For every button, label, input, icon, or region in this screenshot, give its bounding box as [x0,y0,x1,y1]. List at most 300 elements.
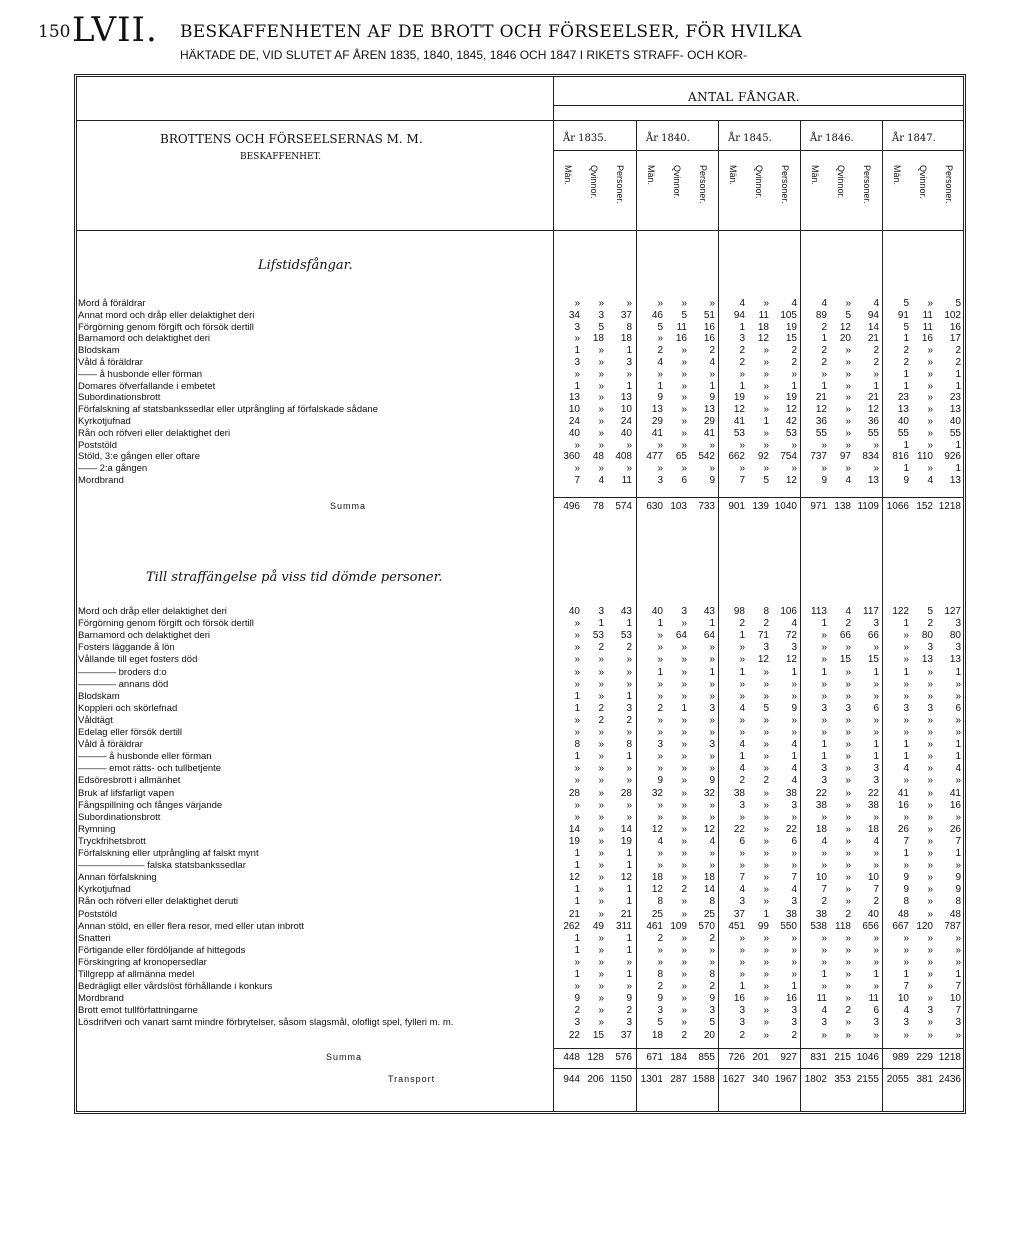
cell-value: 12 [651,884,663,896]
cell-value: » [574,642,580,654]
cell-value: 1 [955,848,961,859]
cell-value: » [598,1017,604,1029]
cell-value: 542 [698,451,715,463]
cell-value: 1 [626,944,632,956]
cell-value: 9 [955,872,961,884]
cell-value: 11 [816,993,827,1005]
cell-value: 13 [703,404,715,416]
cell-value: » [791,678,797,690]
cell-value: » [739,848,745,859]
cell-value: 1 [821,666,827,678]
cell-value: 8 [626,321,632,333]
cell-value: 1 [626,751,632,763]
sub-header: Qvinnor. [918,165,928,199]
cell-value: » [821,690,827,702]
cell-value: » [791,848,797,859]
cell-value: 16 [675,333,687,345]
cell-value: » [681,763,687,775]
cell-value: » [657,944,663,956]
cell-value: 64 [675,630,687,642]
cell-value: 34 [568,309,580,321]
cell-value: 3 [739,333,745,345]
cell-value: » [657,368,663,380]
row-label: Domares öfverfallande i embetet [78,380,216,392]
cell-value: 22 [785,823,797,835]
row-label: ——————— falska statsbankssedlar [78,860,246,872]
cell-value: » [598,823,604,835]
cell-value: 2 [598,642,604,654]
cell-value: » [763,427,769,439]
cell-value: » [873,439,879,451]
cell-value: 3 [763,642,769,654]
cell-value: 477 [646,451,663,463]
summa-value: 733 [698,500,715,512]
cell-value: » [927,956,933,968]
cell-value: 3 [821,775,827,787]
table-number: LVII. [72,10,158,50]
cell-value: » [821,811,827,823]
cell-value: » [763,345,769,357]
cell-value: 10 [568,404,580,416]
cell-value: 16 [785,993,797,1005]
cell-value: 2 [739,775,745,787]
cell-value: » [626,666,632,678]
cell-value: » [763,835,769,847]
cell-value: 80 [921,630,933,642]
cell-value: » [927,427,933,439]
summa-value: 1040 [774,500,797,512]
cell-value: » [927,751,933,763]
cell-value: 8 [709,896,715,908]
row-label: Rån och röfveri eller delaktighet deri [78,427,231,439]
cell-value: 1 [657,380,663,392]
cell-value: 2 [873,896,879,908]
cell-value: 46 [651,309,663,321]
row-label: Förfalskning af statsbankssedlar eller utprångling af förfalskade sådane [78,404,378,416]
cell-value: » [574,439,580,451]
row-label: Förskingring af kronopersedlar [78,956,207,968]
cell-value: 3 [873,763,879,775]
cell-value: 5 [845,309,851,321]
cell-value: 4 [821,1005,827,1017]
cell-value: 3 [626,357,632,368]
cell-value: 9 [709,775,715,787]
cell-value: » [598,380,604,392]
transport-value: 381 [916,1073,933,1085]
cell-value: » [763,404,769,416]
cell-value: 1 [903,618,909,630]
cell-value: » [598,751,604,763]
cell-value: » [927,993,933,1005]
cell-value: 1 [574,380,580,392]
cell-value: » [927,763,933,775]
cell-value: 4 [873,835,879,847]
cell-value: » [791,714,797,726]
cell-value: 2 [845,1005,851,1017]
cell-value: 89 [815,309,827,321]
cell-value: 11 [758,309,769,321]
cell-value: » [709,860,715,872]
row-label: —— å husbonde eller förman [78,368,203,380]
cell-value: » [821,439,827,451]
cell-value: » [903,1029,909,1041]
row-label: Våld å föräldrar [78,357,143,368]
cell-value: » [763,690,769,702]
cell-value: » [903,630,909,642]
cell-value: » [821,848,827,859]
cell-value: 25 [703,908,715,920]
cell-value: 1 [903,751,909,763]
cell-value: 7 [903,981,909,993]
cell-value: » [681,981,687,993]
cell-value: » [763,439,769,451]
sub-header: Män. [728,165,738,186]
cell-value: 13 [921,654,933,666]
cell-value: » [681,392,687,404]
row-label: Förgörning genom förgift och försök dertill [78,321,254,333]
cell-value: 4 [791,775,797,787]
row-label: Våld å föräldrar [78,739,143,751]
cell-value: 6 [873,702,879,714]
cell-value: 2 [739,618,745,630]
cell-value: 14 [620,823,632,835]
cell-value: 91 [897,309,909,321]
cell-value: 94 [867,309,879,321]
cell-value: 2 [709,932,715,944]
cell-value: 3 [791,1005,797,1017]
sub-header: Personer. [862,165,872,204]
cell-value: » [739,678,745,690]
cell-value: » [927,666,933,678]
row-label: Förtigande eller fördöljande af hittegods [78,944,246,956]
sub-header: Män. [810,165,820,186]
cell-value: 926 [944,451,961,463]
cell-value: 9 [903,872,909,884]
cell-value: » [739,714,745,726]
cell-value: » [681,714,687,726]
cell-value: 1 [626,969,632,980]
cell-value: 4 [845,606,851,617]
cell-value: 94 [733,309,745,321]
cell-value: 4 [821,298,827,309]
cell-value: 48 [949,908,961,920]
transport-value: 353 [834,1073,851,1085]
cell-value: 11 [922,309,933,321]
cell-value: » [598,848,604,859]
row-label: Vållande till eget fosters död [78,654,198,666]
cell-value: » [574,666,580,678]
cell-value: 2 [709,345,715,357]
cell-value: 105 [780,309,797,321]
cell-value: 1 [626,345,632,357]
cell-value: » [821,981,827,993]
row-label: Blodskam [78,690,120,702]
cell-value: 9 [626,993,632,1005]
cell-value: » [927,787,933,799]
cell-value: 570 [698,920,715,932]
cell-value: » [763,993,769,1005]
cell-value: 8 [657,896,663,908]
cell-value: 1 [821,333,827,345]
transport-value: 1301 [640,1073,663,1085]
cell-value: 42 [785,416,797,427]
cell-value: 1 [955,380,961,392]
cell-value: » [681,439,687,451]
cell-value: 3 [873,618,879,630]
cell-value: » [927,969,933,980]
cell-value: » [574,981,580,993]
year-header: År 1840. [646,133,690,144]
cell-value: 1 [574,944,580,956]
cell-value: » [821,860,827,872]
cell-value: 3 [574,357,580,368]
cell-value: » [845,872,851,884]
cell-value: » [763,380,769,392]
cell-value: 3 [574,321,580,333]
cell-value: » [873,727,879,738]
cell-value: » [709,439,715,451]
cell-value: 8 [657,969,663,980]
summa-value: 152 [916,500,933,512]
crime-header: BROTTENS OCH FÖRSEELSERNAS M. M. [160,132,423,146]
cell-value: » [955,944,961,956]
cell-value: 3 [739,1005,745,1017]
cell-value: 16 [921,333,933,345]
cell-value: » [709,463,715,475]
cell-value: » [598,1005,604,1017]
cell-value: 1 [873,969,879,980]
cell-value: 18 [815,823,827,835]
summa-rule [553,497,964,498]
cell-value: » [626,981,632,993]
cell-value: 18 [651,872,663,884]
cell-value: 360 [563,451,580,463]
cell-value: 2 [626,1005,632,1017]
cell-value: 2 [598,702,604,714]
cell-value: 834 [862,451,879,463]
cell-value: 7 [574,475,580,486]
cell-value: 22 [815,787,827,799]
cell-value: 1 [626,690,632,702]
row-label: Mord och dråp eller delaktighet deri [78,606,227,617]
cell-value: » [598,775,604,787]
cell-value: » [763,787,769,799]
cell-value: » [927,345,933,357]
cell-value: 37 [620,309,632,321]
cell-value: » [927,368,933,380]
cell-value: 38 [785,787,797,799]
cell-value: 10 [897,993,909,1005]
cell-value: 7 [821,884,827,896]
cell-value: » [821,714,827,726]
cell-value: » [955,956,961,968]
cell-value: » [845,404,851,416]
cell-value: » [927,872,933,884]
cell-value: » [791,811,797,823]
cell-value: 12 [733,404,745,416]
cell-value: » [681,848,687,859]
cell-value: » [681,727,687,738]
cell-value: » [873,848,879,859]
cell-value: 28 [568,787,580,799]
cell-value: 3 [955,1017,961,1029]
cell-value: 14 [568,823,580,835]
cell-value: » [763,860,769,872]
cell-value: » [598,956,604,968]
cell-value: » [574,368,580,380]
cell-value: 1 [903,848,909,859]
cell-value: 53 [620,630,632,642]
summa-rule [553,1048,964,1049]
cell-value: » [873,690,879,702]
cell-value: 55 [949,427,961,439]
cell-value: » [763,357,769,368]
cell-value: 2 [763,618,769,630]
cell-value: » [626,298,632,309]
cell-value: 55 [815,427,827,439]
cell-value: » [681,618,687,630]
cell-value: 451 [728,920,745,932]
cell-value: 4 [657,835,663,847]
cell-value: » [739,654,745,666]
cell-value: 11 [676,321,687,333]
section1-heading: Lifstidsfångar. [258,258,353,273]
transport-value: 1802 [804,1073,827,1085]
cell-value: » [574,333,580,345]
cell-value: 1 [763,908,769,920]
cell-value: » [598,872,604,884]
cell-value: 9 [574,993,580,1005]
cell-value: » [598,666,604,678]
cell-value: 18 [651,1029,663,1041]
cell-value: 20 [839,333,851,345]
cell-value: » [927,404,933,416]
cell-value: 15 [839,654,851,666]
cell-value: 38 [815,799,827,811]
row-label: Bruk af lifsfarligt vapen [78,787,175,799]
cell-value: 18 [867,823,879,835]
cell-value: 48 [897,908,909,920]
cell-value: 1 [955,368,961,380]
cell-value: 12 [703,823,715,835]
cell-value: » [598,392,604,404]
cell-value: 36 [867,416,879,427]
cell-value: 3 [709,739,715,751]
cell-value: 3 [681,606,687,617]
sub-header: Personer. [944,165,954,204]
cell-value: » [845,811,851,823]
cell-value: 1 [791,751,797,763]
cell-value: 1 [791,666,797,678]
cell-value: » [763,884,769,896]
cell-value: » [681,463,687,475]
cell-value: 737 [810,451,827,463]
cell-value: 1 [574,690,580,702]
cell-value: 19 [733,392,745,404]
cell-value: 38 [867,799,879,811]
cell-value: » [709,690,715,702]
cell-value: » [791,860,797,872]
cell-value: 1 [739,666,745,678]
cell-value: 3 [657,739,663,751]
cell-value: 3 [955,618,961,630]
cell-value: 1 [821,380,827,392]
cell-value: » [598,678,604,690]
cell-value: » [821,368,827,380]
cell-value: 6 [791,835,797,847]
cell-value: 1 [903,439,909,451]
cell-value: » [763,714,769,726]
cell-value: » [903,690,909,702]
cell-value: » [763,463,769,475]
sub-header: Personer. [698,165,708,204]
cell-value: » [845,775,851,787]
cell-value: 2 [845,618,851,630]
cell-value: » [821,944,827,956]
cell-value: » [927,932,933,944]
cell-value: » [681,345,687,357]
cell-value: 16 [897,799,909,811]
cell-value: » [626,727,632,738]
cell-value: 2 [873,357,879,368]
cell-value: 40 [651,606,663,617]
cell-value: 3 [927,642,933,654]
cell-value: 2 [763,775,769,787]
cell-value: 21 [620,908,632,920]
cell-value: » [845,956,851,968]
cell-value: 11 [621,475,632,486]
cell-value: 1 [574,896,580,908]
cell-value: » [927,463,933,475]
summa-value: 103 [670,500,687,512]
cell-value: 2 [657,932,663,944]
cell-value: » [845,1029,851,1041]
cell-value: » [681,416,687,427]
cell-value: 12 [651,823,663,835]
cell-value: 18 [757,321,769,333]
cell-value: 51 [703,309,715,321]
cell-value: 9 [955,884,961,896]
cell-value: » [845,368,851,380]
cell-value: 754 [780,451,797,463]
cell-value: » [845,763,851,775]
cell-value: » [626,799,632,811]
cell-value: 10 [949,993,961,1005]
cell-value: » [626,368,632,380]
cell-value: » [763,392,769,404]
cell-value: 71 [757,630,769,642]
cell-value: » [763,739,769,751]
cell-value: 32 [703,787,715,799]
summa-value: 448 [563,1051,580,1063]
cell-value: » [845,345,851,357]
cell-value: 9 [709,392,715,404]
cell-value: 16 [703,321,715,333]
cell-value: 4 [709,357,715,368]
row-label: Mord å föräldrar [78,298,146,309]
cell-value: 1 [657,666,663,678]
cell-value: 4 [845,475,851,486]
cell-value: » [955,775,961,787]
cell-value: 40 [897,416,909,427]
cell-value: » [681,739,687,751]
cell-value: » [681,835,687,847]
cell-value: » [927,392,933,404]
row-label: Annan stöld, en eller flera resor, med eller utan inbrott [78,920,305,932]
cell-value: » [657,298,663,309]
row-label: Stöld, 3:e gången eller oftare [78,451,201,463]
cell-value: » [845,727,851,738]
